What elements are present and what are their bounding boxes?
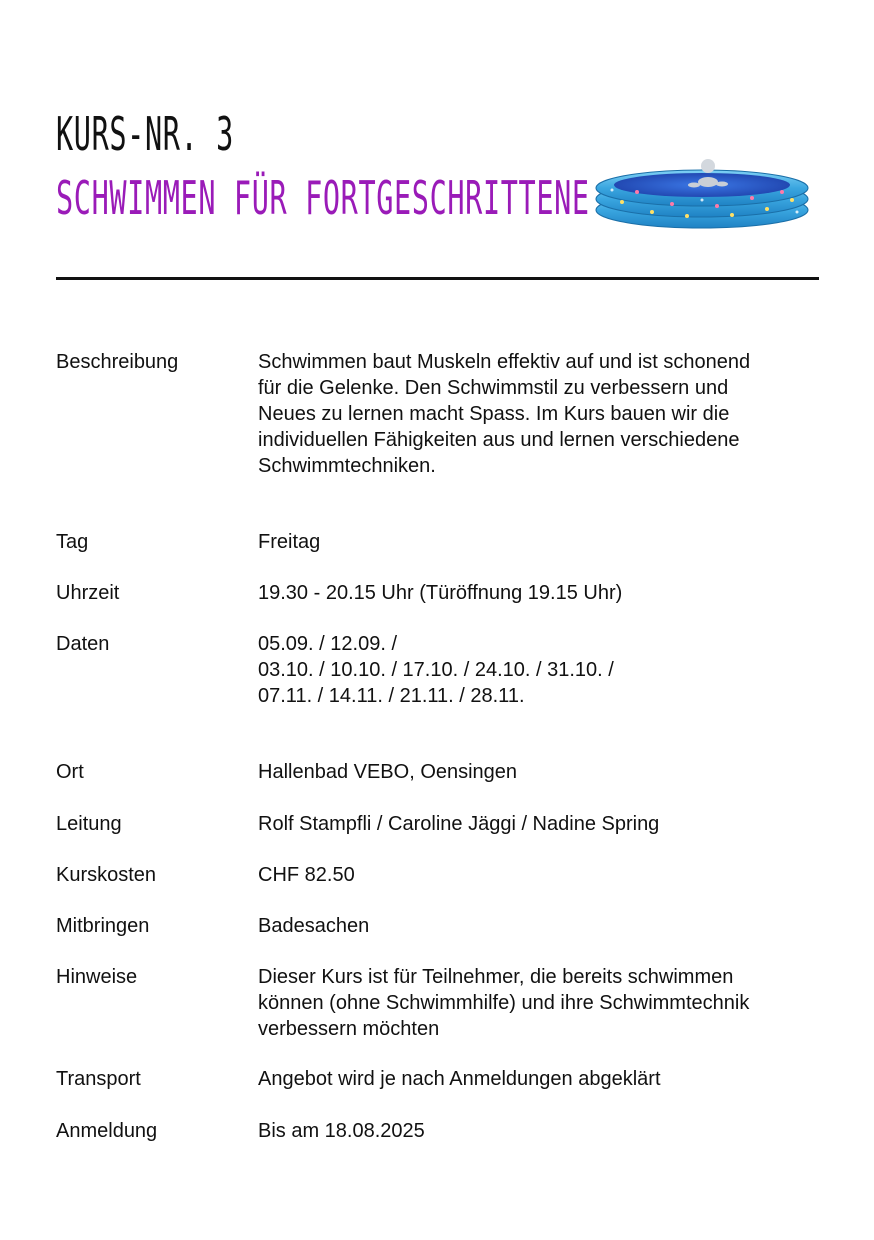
detail-value bbox=[258, 862, 830, 888]
detail-value-line: Bis am 18.08.2025 bbox=[258, 1120, 425, 1142]
detail-value-line: Freitag bbox=[258, 531, 321, 553]
detail-value-line: verbessern möchten bbox=[258, 1018, 440, 1040]
detail-label: Beschreibung bbox=[56, 351, 179, 373]
detail-value bbox=[258, 349, 830, 479]
detail-value-line: für die Gelenke. Den Schwimmstil zu verbessern und bbox=[258, 377, 729, 399]
detail-value-line: 07.11. / 14.11. / 21.11. / 28.11. bbox=[258, 685, 525, 707]
detail-value-line: Rolf Stampfli / Caroline Jäggi / Nadine Spring bbox=[258, 813, 660, 835]
detail-value bbox=[258, 1066, 830, 1092]
detail-value-line: Angebot wird je nach Anmeldungen abgeklärt bbox=[258, 1068, 661, 1090]
header bbox=[56, 107, 820, 225]
detail-value-line: Schwimmen baut Muskeln effektiv auf und ist schonend bbox=[258, 351, 751, 373]
detail-value bbox=[258, 529, 830, 555]
detail-value-line: können (ohne Schwimmhilfe) und ihre Schwimmtechnik bbox=[258, 992, 750, 1014]
detail-label: Hinweise bbox=[56, 966, 138, 988]
course-title: SCHWIMMEN FÜR FORTGESCHRITTENE bbox=[56, 171, 590, 225]
detail-label: Ort bbox=[56, 761, 84, 783]
detail-label: Anmeldung bbox=[56, 1120, 158, 1142]
detail-value-line: Schwimmtechniken. bbox=[258, 455, 436, 477]
detail-label: Mitbringen bbox=[56, 915, 150, 937]
detail-value bbox=[258, 1118, 830, 1144]
detail-value-line: 19.30 - 20.15 Uhr (Türöffnung 19.15 Uhr) bbox=[258, 582, 623, 604]
pool-illustration bbox=[592, 152, 812, 232]
detail-value bbox=[258, 811, 830, 837]
divider bbox=[56, 277, 819, 280]
detail-value-line: Neues zu lernen macht Spass. Im Kurs bauen wir die bbox=[258, 403, 730, 425]
detail-value-line: 03.10. / 10.10. / 17.10. / 24.10. / 31.10. / bbox=[258, 659, 614, 681]
detail-label: Uhrzeit bbox=[56, 582, 120, 604]
detail-value-line: CHF 82.50 bbox=[258, 864, 355, 886]
detail-label: Transport bbox=[56, 1068, 141, 1090]
detail-label: Tag bbox=[56, 531, 89, 553]
detail-value bbox=[258, 913, 830, 939]
detail-value-line: Hallenbad VEBO, Oensingen bbox=[258, 761, 518, 783]
detail-value-line: 05.09. / 12.09. / bbox=[258, 633, 397, 655]
detail-label: Daten bbox=[56, 633, 110, 655]
detail-value-line: individuellen Fähigkeiten aus und lernen verschiedene bbox=[258, 429, 740, 451]
detail-value bbox=[258, 631, 830, 709]
detail-value-line: Dieser Kurs ist für Teilnehmer, die bereits schwimmen bbox=[258, 966, 734, 988]
course-number: KURS-NR. 3 bbox=[56, 107, 234, 161]
detail-value bbox=[258, 759, 830, 785]
detail-value-line: Badesachen bbox=[258, 915, 370, 937]
detail-label: Leitung bbox=[56, 813, 122, 835]
detail-value bbox=[258, 580, 830, 606]
detail-label: Kurskosten bbox=[56, 864, 157, 886]
detail-value bbox=[258, 964, 830, 1042]
